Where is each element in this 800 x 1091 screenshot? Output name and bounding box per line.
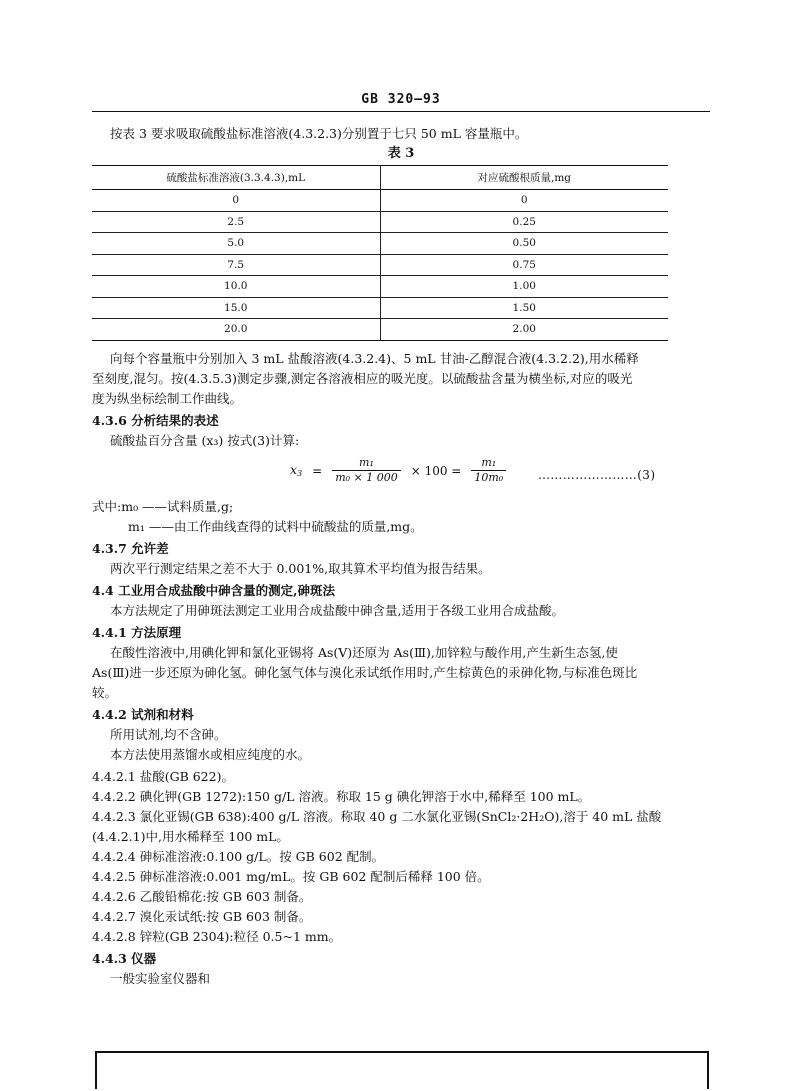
procedure-line-3: 度为纵坐标绘制工作曲线。 xyxy=(92,391,243,406)
formula-equals: = xyxy=(312,463,323,478)
table-cell-mass: 0 xyxy=(380,190,668,212)
table-cell-mass: 1.50 xyxy=(380,297,668,319)
procedure-line-1: 向每个容量瓶中分别加入 3 mL 盐酸溶液(4.3.2.4)、5 mL 甘油-乙醇混合液(4.3.2.2),用水稀释 xyxy=(110,351,639,366)
table-cell-volume: 2.5 xyxy=(92,211,380,233)
fraction-1-denominator: m₀ × 1 000 xyxy=(335,471,398,484)
table-title: 表 3 xyxy=(387,146,415,161)
formula-times-100: × 100 = xyxy=(410,463,462,478)
section-4-4-heading: 4.4 工业用合成盐酸中砷含量的测定,砷斑法 xyxy=(92,583,335,598)
header-rule xyxy=(92,111,710,112)
procedure-line-2: 至刻度,混匀。按(4.3.5.3)测定步骤,测定各溶液相应的吸光度。以硫酸盐含量为横坐标,对应的吸光 xyxy=(92,371,633,386)
table-header-row xyxy=(92,166,668,190)
section-4-4-text: 本方法规定了用砷斑法测定工业用合成盐酸中砷含量,适用于各级工业用合成盐酸。 xyxy=(110,603,564,618)
table-cell-mass: 0.50 xyxy=(380,233,668,255)
standard-solution-table xyxy=(92,165,668,341)
section-4-3-6-text: 硫酸盐百分含量 (x₃) 按式(3)计算: xyxy=(110,433,300,448)
reagent-item: 4.4.2.8 锌粒(GB 2304):粒径 0.5~1 mm。 xyxy=(92,929,342,944)
page-header-code: GB 320—93 xyxy=(361,92,441,107)
section-4-4-1-heading: 4.4.1 方法原理 xyxy=(92,625,182,640)
section-4-3-7-heading: 4.3.7 允许差 xyxy=(92,541,169,556)
table-cell-volume: 10.0 xyxy=(92,276,380,298)
fraction-2-denominator: 10m₀ xyxy=(474,471,504,484)
reagent-item: 4.4.2.5 砷标准溶液:0.001 mg/mL。按 GB 602 配制后稀释 100 倍。 xyxy=(92,869,490,884)
table-cell-mass: 2.00 xyxy=(380,319,668,341)
reagent-item: 4.4.2.3 氯化亚锡(GB 638):400 g/L 溶液。称取 40 g 二水氯化亚锡(SnCl₂·2H₂O),溶于 40 mL 盐酸 xyxy=(92,809,662,824)
formula-lhs: x xyxy=(290,462,298,477)
reagent-item: 4.4.2.4 砷标准溶液:0.100 g/L。按 GB 602 配制。 xyxy=(92,849,385,864)
section-4-3-7-text: 两次平行测定结果之差不大于 0.001%,取其算术平均值为报告结果。 xyxy=(110,561,491,576)
reagent-item: 4.4.2.7 溴化汞试纸:按 GB 603 制备。 xyxy=(92,909,312,924)
formula-number: ……………………(3) xyxy=(538,468,656,482)
reagents-note-2: 本方法使用蒸馏水或相应纯度的水。 xyxy=(110,747,311,762)
table-cell-volume: 7.5 xyxy=(92,254,380,276)
section-4-3-6-heading: 4.3.6 分析结果的表述 xyxy=(92,413,219,428)
formula-fraction-2 xyxy=(471,456,506,485)
table-cell-volume: 15.0 xyxy=(92,297,380,319)
table-row xyxy=(92,276,668,298)
reagent-item-continuation: (4.4.2.1)中,用水稀释至 100 mL。 xyxy=(92,829,289,844)
table-row xyxy=(92,319,668,341)
table-row xyxy=(92,190,668,212)
table-row xyxy=(92,254,668,276)
table-cell-mass: 0.25 xyxy=(380,211,668,233)
intro-paragraph: 按表 3 要求吸取硫酸盐标准溶液(4.3.2.3)分别置于七只 50 mL 容量瓶中。 xyxy=(110,126,528,141)
table-row xyxy=(92,211,668,233)
table-row xyxy=(92,297,668,319)
principle-line-2: As(Ⅲ)进一步还原为砷化氢。砷化氢气体与溴化汞试纸作用时,产生棕黄色的汞砷化物,与标准色斑比 xyxy=(92,665,638,680)
fraction-1-numerator: m₁ xyxy=(332,456,401,471)
section-4-4-2-heading: 4.4.2 试剂和材料 xyxy=(92,707,194,722)
table-row xyxy=(92,233,668,255)
where-line-2: m₁ ——由工作曲线查得的试料中硫酸盐的质量,mg。 xyxy=(128,519,423,534)
principle-line-1: 在酸性溶液中,用碘化钾和氯化亚锡将 As(Ⅴ)还原为 As(Ⅲ),加锌粒与酸作用,产生新生态氢,使 xyxy=(110,645,618,660)
section-4-4-3-heading: 4.4.3 仪器 xyxy=(92,951,157,966)
formula-3 xyxy=(290,456,506,496)
where-line-1: 式中:m₀ ——试料质量,g; xyxy=(92,499,234,514)
reagents-note-1: 所用试剂,均不含砷。 xyxy=(110,727,227,742)
column-header-volume: 硫酸盐标准溶液(3.3.4.3),mL xyxy=(92,166,380,190)
table-cell-mass: 1.00 xyxy=(380,276,668,298)
table-cell-volume: 5.0 xyxy=(92,233,380,255)
column-header-mass: 对应硫酸根质量,mg xyxy=(380,166,668,190)
principle-line-3: 较。 xyxy=(92,685,118,700)
table-cell-volume: 0 xyxy=(92,190,380,212)
reagent-item: 4.4.2.1 盐酸(GB 622)。 xyxy=(92,769,234,784)
section-4-4-3-text: 一般实验室仪器和 xyxy=(110,971,211,986)
reagent-item: 4.4.2.6 乙酸铅棉花:按 GB 603 制备。 xyxy=(92,889,312,904)
bottom-frame xyxy=(95,1051,709,1089)
reagent-item: 4.4.2.2 碘化钾(GB 1272):150 g/L 溶液。称取 15 g 碘化钾溶于水中,稀释至 100 mL。 xyxy=(92,789,591,804)
fraction-2-numerator: m₁ xyxy=(471,456,506,471)
formula-lhs-subscript: 3 xyxy=(297,469,303,478)
formula-fraction-1 xyxy=(332,456,401,485)
table-cell-volume: 20.0 xyxy=(92,319,380,341)
table-cell-mass: 0.75 xyxy=(380,254,668,276)
